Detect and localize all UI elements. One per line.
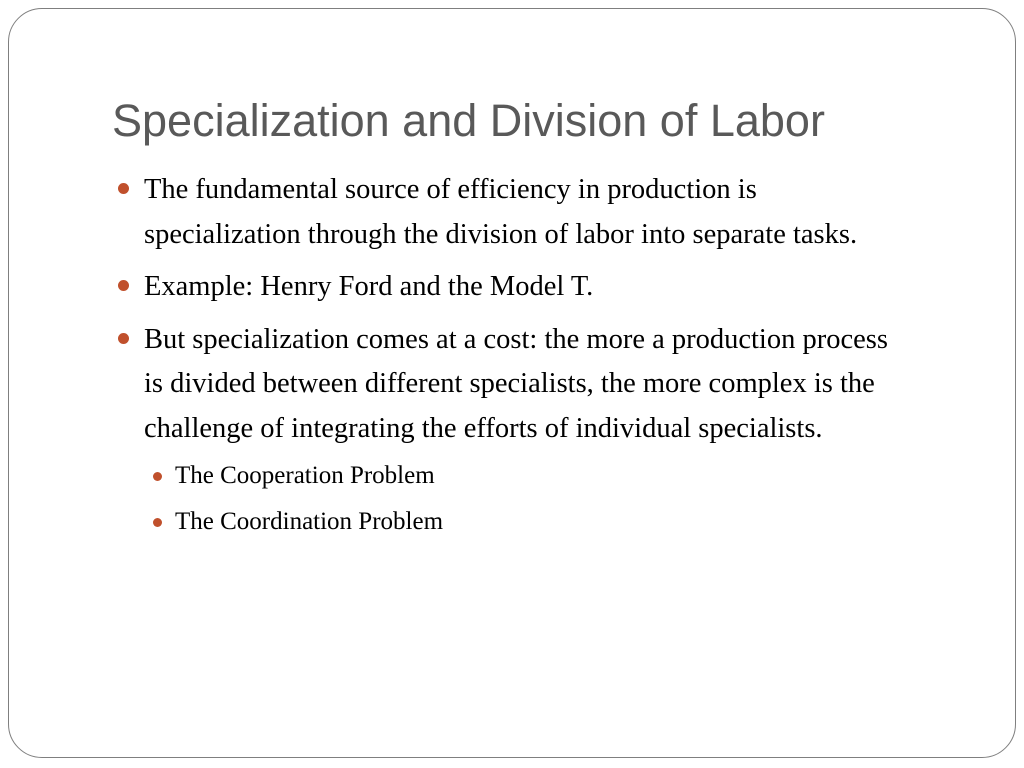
bullet-dot-icon	[118, 183, 129, 194]
bullet-text: But specialization comes at a cost: the more a production process is divided between different specialists, the more complex is the challenge of integrating the efforts of individual specialists.	[144, 323, 888, 444]
bullet-text: The fundamental source of efficiency in production is specialization through the division of labor into separate tasks.	[144, 174, 858, 250]
sub-bullet-item	[114, 503, 914, 541]
sub-bullet-text: The Cooperation Problem	[175, 462, 435, 489]
bullet-item	[114, 265, 914, 310]
bullet-item	[114, 318, 914, 452]
bullet-dot-icon	[118, 333, 129, 344]
sub-bullet-dot-icon	[153, 472, 162, 481]
slide-body	[114, 168, 914, 549]
sub-bullet-list	[114, 457, 914, 541]
bullet-text: Example: Henry Ford and the Model T.	[144, 271, 594, 302]
bullet-dot-icon	[118, 280, 129, 291]
sub-bullet-dot-icon	[153, 518, 162, 527]
bullet-item	[114, 168, 914, 257]
slide-title: Specialization and Division of Labor	[112, 95, 825, 146]
sub-bullet-item	[114, 457, 914, 495]
bullet-list	[114, 168, 914, 451]
sub-bullet-text: The Coordination Problem	[175, 508, 444, 535]
